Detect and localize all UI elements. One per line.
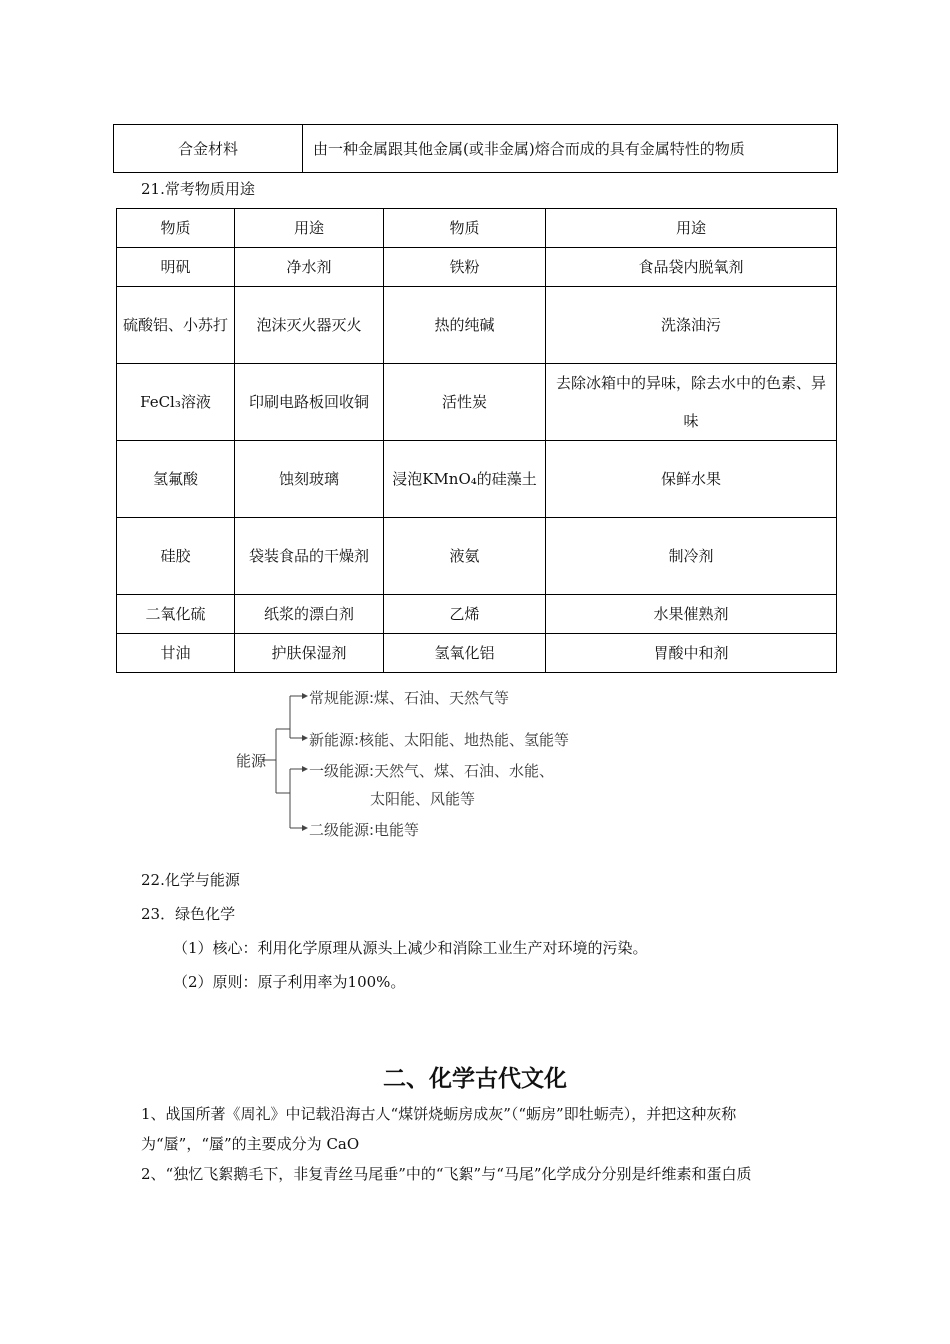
table-cell: 净水剂 (235, 248, 384, 287)
table-cell: 纸浆的漂白剂 (235, 595, 384, 634)
table-cell: 液氨 (384, 518, 546, 595)
section-22-title: 22.化学与能源 (141, 871, 240, 889)
alloy-table (113, 124, 838, 173)
table-cell: 袋装食品的干燥剂 (235, 518, 384, 595)
table-cell: 泡沫灭火器灭火 (235, 287, 384, 364)
table-cell: 胃酸中和剂 (546, 634, 837, 673)
alloy-term: 合金材料 (114, 125, 303, 173)
green-core: （1）核心：利用化学原理从源头上减少和消除工业生产对环境的污染。 (173, 939, 648, 957)
table-row (117, 364, 837, 441)
table-cell: 热的纯碱 (384, 287, 546, 364)
table-cell: FeCl₃溶液 (117, 364, 235, 441)
header-cell: 用途 (546, 209, 837, 248)
table-cell: 保鲜水果 (546, 441, 837, 518)
table-cell: 浸泡KMnO₄的硅藻土 (384, 441, 546, 518)
energy-branch: 常规能源:煤、石油、天然气等 (309, 689, 510, 707)
table-cell: 甘油 (117, 634, 235, 673)
table-cell: 食品袋内脱氧剂 (546, 248, 837, 287)
energy-diagram (236, 682, 570, 842)
table-cell: 氢氧化铝 (384, 634, 546, 673)
alloy-definition: 由一种金属跟其他金属(或非金属)熔合而成的具有金属特性的物质 (303, 125, 838, 173)
section-heading: 二、化学古代文化 (383, 1066, 567, 1092)
table-cell: 印刷电路板回收铜 (235, 364, 384, 441)
table-cell: 蚀刻玻璃 (235, 441, 384, 518)
energy-root: 能源 (236, 752, 267, 770)
section-23-title: 23．绿色化学 (141, 905, 236, 923)
header-cell: 物质 (384, 209, 546, 248)
table-cell: 护肤保湿剂 (235, 634, 384, 673)
table-cell: 乙烯 (384, 595, 546, 634)
table-row (117, 441, 837, 518)
table-cell: 洗涤油污 (546, 287, 837, 364)
table-header-row (117, 209, 837, 248)
uses-table (116, 208, 837, 673)
table-cell: 铁粉 (384, 248, 546, 287)
energy-branch: 新能源:核能、太阳能、地热能、氢能等 (309, 731, 570, 749)
table-cell: 硅胶 (117, 518, 235, 595)
table-row (117, 595, 837, 634)
table-cell: 硫酸铝、小苏打 (117, 287, 235, 364)
table-row (117, 287, 837, 364)
culture-item-1: 1、战国所著《周礼》中记载沿海古人“煤饼烧蛎房成灰”（“蛎房”即牡蛎壳），并把这种灰称为“蜃”，“蜃”的主要成分为 CaO (141, 1105, 737, 1153)
green-principle: （2）原则：原子利用率为100%。 (173, 973, 406, 991)
table-cell: 活性炭 (384, 364, 546, 441)
table-row (117, 518, 837, 595)
table-row (117, 634, 837, 673)
table-cell: 水果催熟剂 (546, 595, 837, 634)
table-cell: 氢氟酸 (117, 441, 235, 518)
header-cell: 物质 (117, 209, 235, 248)
energy-branch: 二级能源:电能等 (309, 821, 420, 839)
header-cell: 用途 (235, 209, 384, 248)
culture-item-2: 2、“独忆飞絮鹅毛下，非复青丝马尾垂”中的“飞絮”与“马尾”化学成分分别是纤维素和蛋白质 (141, 1165, 752, 1183)
table-cell: 制冷剂 (546, 518, 837, 595)
section-21-title: 21.常考物质用途 (141, 180, 255, 198)
energy-branch: 太阳能、风能等 (370, 790, 476, 808)
table-cell: 明矾 (117, 248, 235, 287)
table-cell: 去除冰箱中的异味，除去水中的色素、异味 (546, 364, 837, 441)
table-row (117, 248, 837, 287)
energy-branch: 一级能源:天然气、煤、石油、水能、 (309, 762, 555, 780)
table-cell: 二氧化硫 (117, 595, 235, 634)
